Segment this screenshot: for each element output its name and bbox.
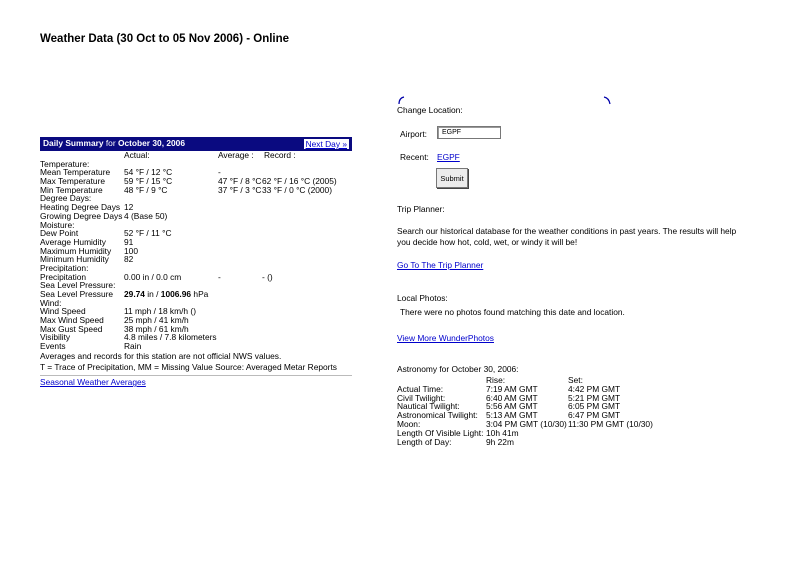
summary-header-title <box>43 139 185 149</box>
pressure-hpa-unit: hPa <box>191 289 209 299</box>
local-photos-text: There were no photos found matching this date and location. <box>400 307 625 317</box>
divider <box>40 375 352 376</box>
table-cell-c1: Precipitation: <box>40 262 89 273</box>
astronomy-row <box>397 385 737 394</box>
astronomy-label: Civil Twilight: <box>397 392 446 403</box>
table-row <box>40 342 352 351</box>
astronomy-set: 6:05 PM GMT <box>568 401 621 412</box>
table-cell-c4: - () <box>262 271 273 282</box>
astronomy-rise: 5:56 AM GMT <box>486 401 538 412</box>
table-row <box>40 333 352 342</box>
table-row <box>40 264 352 273</box>
pressure-hpa: 1006.96 <box>160 289 192 299</box>
trip-planner-heading: Trip Planner: <box>397 204 445 214</box>
astronomy-set: 6:47 PM GMT <box>568 410 621 421</box>
astronomy-label: Moon: <box>397 418 421 429</box>
airport-input[interactable] <box>437 126 501 139</box>
table-cell-c2: 11 mph / 18 km/h () <box>124 306 196 317</box>
astronomy-rise: 6:40 AM GMT <box>486 392 538 403</box>
table-cell-c2: 100 <box>124 245 138 256</box>
local-photos-heading: Local Photos: <box>397 293 448 303</box>
recent-label: Recent: <box>400 152 429 162</box>
col-average: Average : <box>218 150 254 160</box>
summary-header-for: for <box>103 138 118 149</box>
summary-header <box>40 137 352 151</box>
astronomy-rise: 10h 41m <box>486 427 519 438</box>
table-cell-c1: Wind Speed <box>40 306 86 317</box>
table-cell-c1: Max Gust Speed <box>40 323 103 334</box>
table-row <box>40 221 352 230</box>
daily-summary-panel <box>40 137 352 388</box>
pressure-in-unit: in / <box>144 289 161 299</box>
table-cell-c1: Sea Level Pressure: <box>40 280 116 291</box>
astronomy-rise: 7:19 AM GMT <box>486 383 538 394</box>
table-cell-c1: Visibility <box>40 332 71 343</box>
wunderphotos-link[interactable]: View More WunderPhotos <box>397 333 494 343</box>
change-location-heading: Change Location: <box>397 105 463 115</box>
astronomy-set: 11:30 PM GMT (10/30) <box>568 418 653 429</box>
table-row <box>40 299 352 308</box>
table-cell-c1: Temperature: <box>40 158 90 169</box>
table-cell-c1: Heating Degree Days <box>40 202 121 213</box>
table-cell-c1: Minimum Humidity <box>40 254 109 265</box>
next-day-link[interactable]: Next Day » <box>305 139 347 149</box>
table-cell-c2: 0.00 in / 0.0 cm <box>124 271 182 282</box>
airport-label: Airport: <box>400 129 427 139</box>
trip-planner-link[interactable]: Go To The Trip Planner <box>397 260 484 270</box>
astronomy-table <box>397 376 737 446</box>
rounded-corner-right-icon <box>602 95 612 105</box>
seasonal-averages-link[interactable]: Seasonal Weather Averages <box>40 377 146 388</box>
astronomy-heading: Astronomy for October 30, 2006: <box>397 364 519 374</box>
table-cell-c1: Min Temperature <box>40 184 103 195</box>
trip-planner-text: Search our historical database for the weather conditions in past years. The results will help you decide how hot, cold, wet, or windy it will be! <box>397 226 737 247</box>
table-cell-c1: Precipitation <box>40 271 87 282</box>
table-cell-c2: 52 °F / 11 °C <box>124 228 172 239</box>
summary-header-prefix: Daily Summary <box>43 138 104 149</box>
astronomy-rise: 5:13 AM GMT <box>486 410 538 421</box>
table-cell-c2: 82 <box>124 254 134 265</box>
astronomy-set: 5:21 PM GMT <box>568 392 621 403</box>
table-cell-c1: Maximum Humidity <box>40 245 112 256</box>
table-cell-c2: 12 <box>124 202 134 213</box>
table-cell-c2: 59 °F / 15 °C <box>124 176 173 187</box>
table-cell-c2: 4.8 miles / 7.8 kilometers <box>124 332 217 343</box>
table-cell-c3: - <box>218 271 221 282</box>
table-cell-c2: 25 mph / 41 km/h <box>124 315 189 326</box>
astronomy-row <box>397 411 737 420</box>
astronomy-rise: 3:04 PM GMT (10/30) <box>486 418 567 429</box>
table-cell-c1: Events <box>40 341 66 352</box>
table-cell-c2: 54 °F / 12 °C <box>124 167 173 178</box>
table-cell-c3: - <box>218 167 221 178</box>
table-cell-c1: Max Temperature <box>40 176 106 187</box>
recent-airport-link[interactable]: EGPF <box>437 152 460 162</box>
table-cell-c1: Degree Days: <box>40 193 92 204</box>
col-record: Record : <box>264 150 296 160</box>
table-cell-c4: 62 °F / 16 °C (2005) <box>262 176 337 187</box>
rounded-corner-left-icon <box>397 95 407 105</box>
astronomy-label: Actual Time: <box>397 383 444 394</box>
table-cell-c1: Mean Temperature <box>40 167 111 178</box>
astronomy-rise: 9h 22m <box>486 436 514 447</box>
table-cell-c1: Average Humidity <box>40 236 106 247</box>
set-label: Set: <box>568 375 583 385</box>
table-cell-c2: Rain <box>124 341 142 352</box>
submit-button[interactable]: Submit <box>436 168 468 188</box>
astronomy-header-row <box>397 376 737 385</box>
rise-label: Rise: <box>486 375 506 385</box>
table-row-pressure <box>40 290 352 299</box>
table-cell-c1: Growing Degree Days <box>40 210 123 221</box>
table-cell-c2: 91 <box>124 236 134 247</box>
page-title: Weather Data (30 Oct to 05 Nov 2006) - Online <box>40 33 290 45</box>
note-legend: T = Trace of Precipitation, MM = Missing Value Source: Averaged Metar Reports <box>40 362 337 373</box>
summary-header-date: October 30, 2006 <box>117 138 185 149</box>
astronomy-label: Length Of Visible Light: <box>397 427 484 438</box>
table-cell-c1: Moisture: <box>40 219 75 230</box>
table-cell-c4: 33 °F / 0 °C (2000) <box>262 184 333 195</box>
astronomy-row <box>397 438 737 447</box>
table-cell-c3: 37 °F / 3 °C <box>218 184 262 195</box>
table-cell-c1: Wind: <box>40 297 62 308</box>
table-cell-c1: Dew Point <box>40 228 79 239</box>
table-row <box>40 212 352 221</box>
astronomy-label: Astronomical Twilight: <box>397 410 478 421</box>
astronomy-label: Nautical Twilight: <box>397 401 460 412</box>
table-cell-c1: Max Wind Speed <box>40 315 104 326</box>
table-cell-c2: 38 mph / 61 km/h <box>124 323 189 334</box>
pressure-in: 29.74 <box>124 289 145 299</box>
astronomy-label: Length of Day: <box>397 436 452 447</box>
col-actual: Actual: <box>124 150 150 160</box>
table-cell-c2: 4 (Base 50) <box>124 210 168 221</box>
table-cell-c3: 47 °F / 8 °C <box>218 176 262 187</box>
table-cell-c2: 48 °F / 9 °C <box>124 184 168 195</box>
pressure-label: Sea Level Pressure <box>40 289 114 299</box>
astronomy-set: 4:42 PM GMT <box>568 383 621 394</box>
note-not-official: Averages and records for this station are not official NWS values. <box>40 350 282 361</box>
